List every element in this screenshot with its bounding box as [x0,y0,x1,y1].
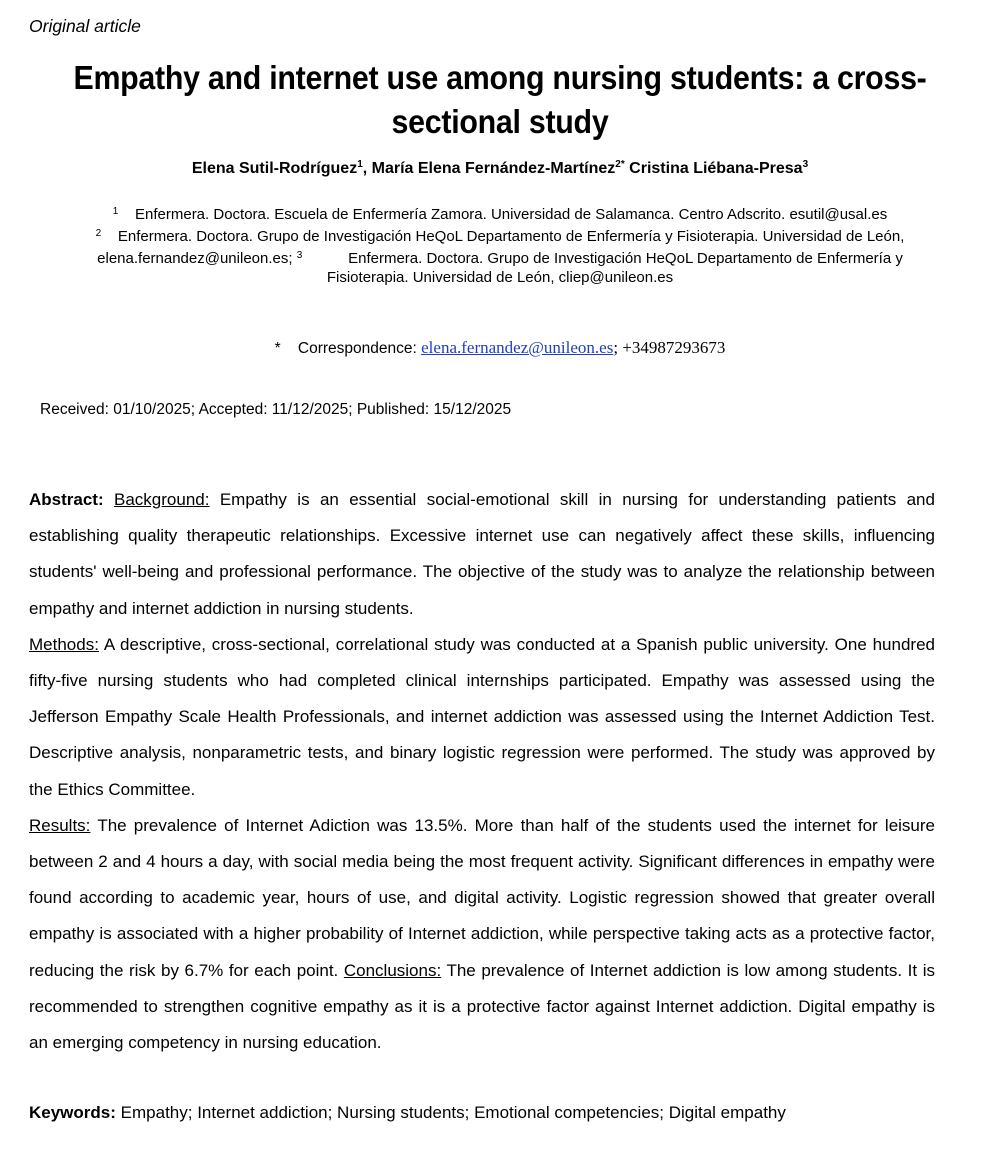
author-name: Cristina Liébana-Presa [629,160,803,177]
affiliation-text: Enfermera. Doctora. Grupo de Investigación HeQoL Departamento de Enfermería y Fisioterapia. Universidad de León, [117,228,905,245]
abstract-methods [29,627,935,808]
author-affiliation-mark: 1 [357,159,363,170]
affiliation-text: Enfermera. Doctora. Grupo de Investigación HeQoL Departamento de Enfermería y [348,250,903,267]
background-label: Background: [114,490,210,509]
conclusions-text: The prevalence of Internet addiction is low among students. It is recommended to strengthen cognitive empathy as it is a protective factor against Internet addiction. Digital empathy is an emerging competency in nursing education. [29,960,935,1053]
methods-text: A descriptive, cross-sectional, correlational study was conducted at a Spanish public university. One hundred fifty-five nursing students who had completed clinical internships participated. Empathy was assessed using the Jefferson Empathy Scale Health Professionals, and internet addiction was assessed using the Internet Addiction Test. Descriptive analysis, nonparametric tests, and binary logistic regression were performed. The study was approved by the Ethics Committee. [29,634,935,799]
author-name: Elena Sutil-Rodríguez [191,160,358,177]
correspondence-marker: * [274,340,281,357]
correspondence [0,337,1000,360]
author-name: María Elena Fernández-Martínez [371,160,616,177]
abstract [29,482,935,1061]
affiliation-number: 2 [95,228,102,239]
affiliation-text: Fisioterapia. Universidad de León, cliep@unileon.es [326,269,674,286]
results-label: Results: [29,815,91,835]
abstract-label: Abstract: [29,490,104,509]
background-text: Empathy is an essential social-emotional skill in nursing for understanding patients and establishing quality therapeutic relationships. Excessive internet use can negatively affect these skills, influencing students' well-being and professional performance. The objective of the study was to analyze the relationship between empathy and internet addiction in nursing students. [29,490,935,618]
methods-label: Methods: [29,634,99,654]
results-text: The prevalence of Internet Adiction was 13.5%. More than half of the students used the internet for leisure between 2 and 4 hours a day, with social media being the most frequent activity. Significant differences in empathy were found according to academic year, hours of use, and digital activity. Logistic regression showed that greater overall empathy is associated with a higher probability of Internet addiction, while perspective taking acts as a protective factor, reducing the risk by 6.7% for each point. [29,815,935,980]
article-type: Original article [29,16,141,36]
keywords-label: Keywords: [29,1103,116,1122]
correspondence-label: Correspondence: [297,340,417,357]
conclusions-label: Conclusions: [343,960,442,980]
author-list: Elena Sutil-Rodríguez$^1$, María Elena Fernández-Martínez$^{2*}$ Cristina Liébana-Presa$^3$ [191,159,809,177]
abstract-background [29,482,935,627]
affiliation-email: elena.fernandez@unileon.es; [97,250,293,267]
affiliation-3-continued [40,267,960,289]
article-title: Empathy and internet use among nursing students: a cross-sectional study [73,59,927,140]
keywords [29,1100,786,1126]
author-affiliation-mark: 2* [615,159,625,170]
affiliation-text: Enfermera. Doctora. Escuela de Enfermería Zamora. Universidad de Salamanca. Centro Adscrito. esutil@usal.es [135,206,888,223]
publication-dates: Received: 01/10/2025; Accepted: 11/12/2025; Published: 15/12/2025 [40,401,512,418]
correspondence-phone: ; +34987293673 [613,338,726,357]
affiliation-number: 3 [296,250,303,261]
correspondence-email-link[interactable]: elena.fernandez@unileon.es [421,338,614,357]
affiliation-number: 1 [112,206,119,217]
author-affiliation-mark: 3 [802,159,809,170]
abstract-results [29,808,935,1061]
keywords-text: Empathy; Internet addiction; Nursing students; Emotional competencies; Digital empathy [120,1103,786,1122]
